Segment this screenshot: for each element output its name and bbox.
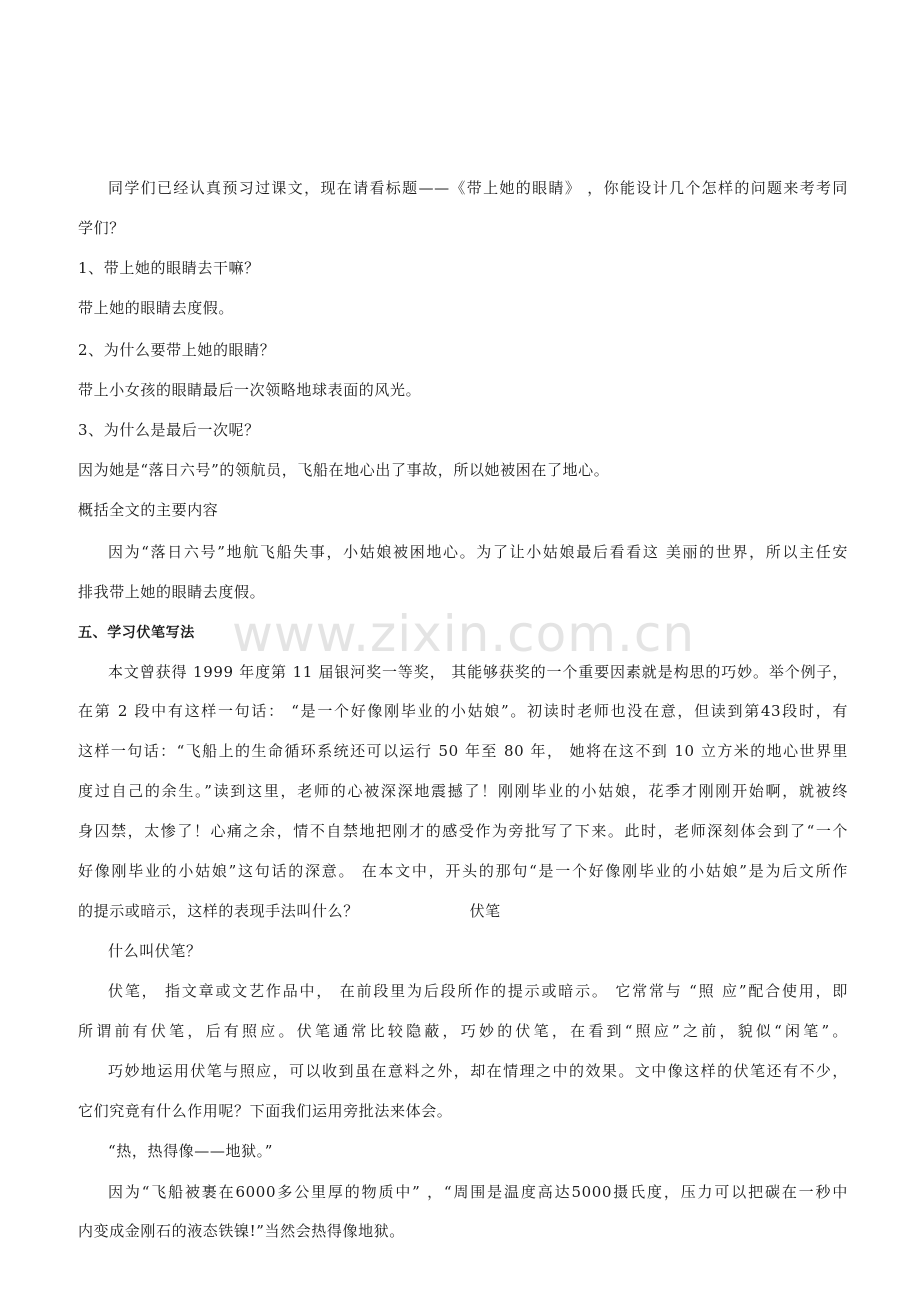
section-heading-5: 五、学习伏笔写法	[78, 625, 195, 641]
definition-question: 什么叫伏笔？	[108, 942, 202, 960]
summary-line-2: 排我带上她的眼睛去度假。	[78, 583, 266, 601]
answer-foreshadowing: 伏笔	[469, 902, 501, 920]
answer-3: 因为她是“落日六号”的领航员，飞船在地心出了事故，所以她被困在了地心。	[78, 461, 610, 479]
summary-line-1: 因为“落日六号”地航飞船失事，小姑娘被困地心。为了让小姑娘最后看看这 美丽的世界，所以主任安	[108, 543, 848, 561]
paragraph-intro-line-1: 同学们已经认真预习过课文，现在请看标题——《带上她的眼睛》 ，你能设计几个怎样的问题来考考同	[108, 179, 848, 197]
section5-line-1: 本文曾获得 1999 年度第 11 届银河奖一等奖， 其能够获奖的一个重要因素就是构思的巧妙。举个例子，	[108, 663, 848, 681]
definition-line-2: 所谓前有伏笔，后有照应。伏笔通常比较隐蔽，巧妙的伏笔，在看到“照应”之前，貌似“闲笔”。	[78, 1022, 848, 1040]
section5-line-7	[78, 901, 848, 921]
watermark-text: www.zixin.com.cn	[232, 605, 696, 663]
paragraph-intro-line-2: 学们？	[78, 219, 125, 237]
section5-line-5: 身囚禁，太惨了！心痛之余，情不自禁地把刚才的感受作为旁批写了下来。此时，老师深刻体会到了“一个	[78, 822, 848, 840]
summary-heading: 概括全文的主要内容	[78, 501, 219, 519]
section5-line-6: 好像刚毕业的小姑娘”这句话的深意。 在本文中，开头的那句“是一个好像刚毕业的小姑娘”是为后文所作	[78, 862, 848, 880]
question-3: 3、为什么是最后一次呢？	[78, 421, 260, 439]
definition-line-1: 伏笔， 指文章或文艺作品中， 在前段里为后段所作的提示或暗示。 它常常与 “照 应”配合使用，即	[108, 982, 848, 1000]
quote-hot: “热，热得像——地狱。”	[108, 1142, 274, 1160]
question-1: 1、带上她的眼睛去干嘛？	[78, 259, 260, 277]
section5-line-4: 度过自己的余生。”读到这里，老师的心被深深地震撼了！刚刚毕业的小姑娘，花季才刚刚开始啊，就被终	[78, 782, 848, 800]
explanation-line-1: 因为“飞船被裹在6000多公里厚的物质中” ，“周围是温度高达5000摄氏度，压力可以把碳在一秒中	[108, 1183, 848, 1201]
usage-line-2: 它们究竟有什么作用呢？下面我们运用旁批法来体会。	[78, 1102, 453, 1120]
explanation-line-2: 内变成金刚石的液态铁镍!”当然会热得像地狱。	[78, 1222, 405, 1240]
question-foreshadowing: 的提示或暗示，这样的表现手法叫什么？	[78, 902, 359, 920]
section5-line-3: 这样一句话：“飞船上的生命循环系统还可以运行 50 年至 80 年， 她将在这不到 10 立方米的地心世界里	[78, 742, 848, 760]
question-2: 2、为什么要带上她的眼睛？	[78, 341, 276, 359]
answer-1: 带上她的眼睛去度假。	[78, 299, 235, 317]
usage-line-1: 巧妙地运用伏笔与照应，可以收到虽在意料之外，却在情理之中的效果。文中像这样的伏笔还有不少，	[108, 1062, 848, 1080]
answer-2: 带上小女孩的眼睛最后一次领略地球表面的风光。	[78, 381, 422, 399]
section5-line-2: 在第 2 段中有这样一句话： “是一个好像刚毕业的小姑娘”。初读时老师也没在意，但读到第43段时，有	[78, 702, 848, 720]
